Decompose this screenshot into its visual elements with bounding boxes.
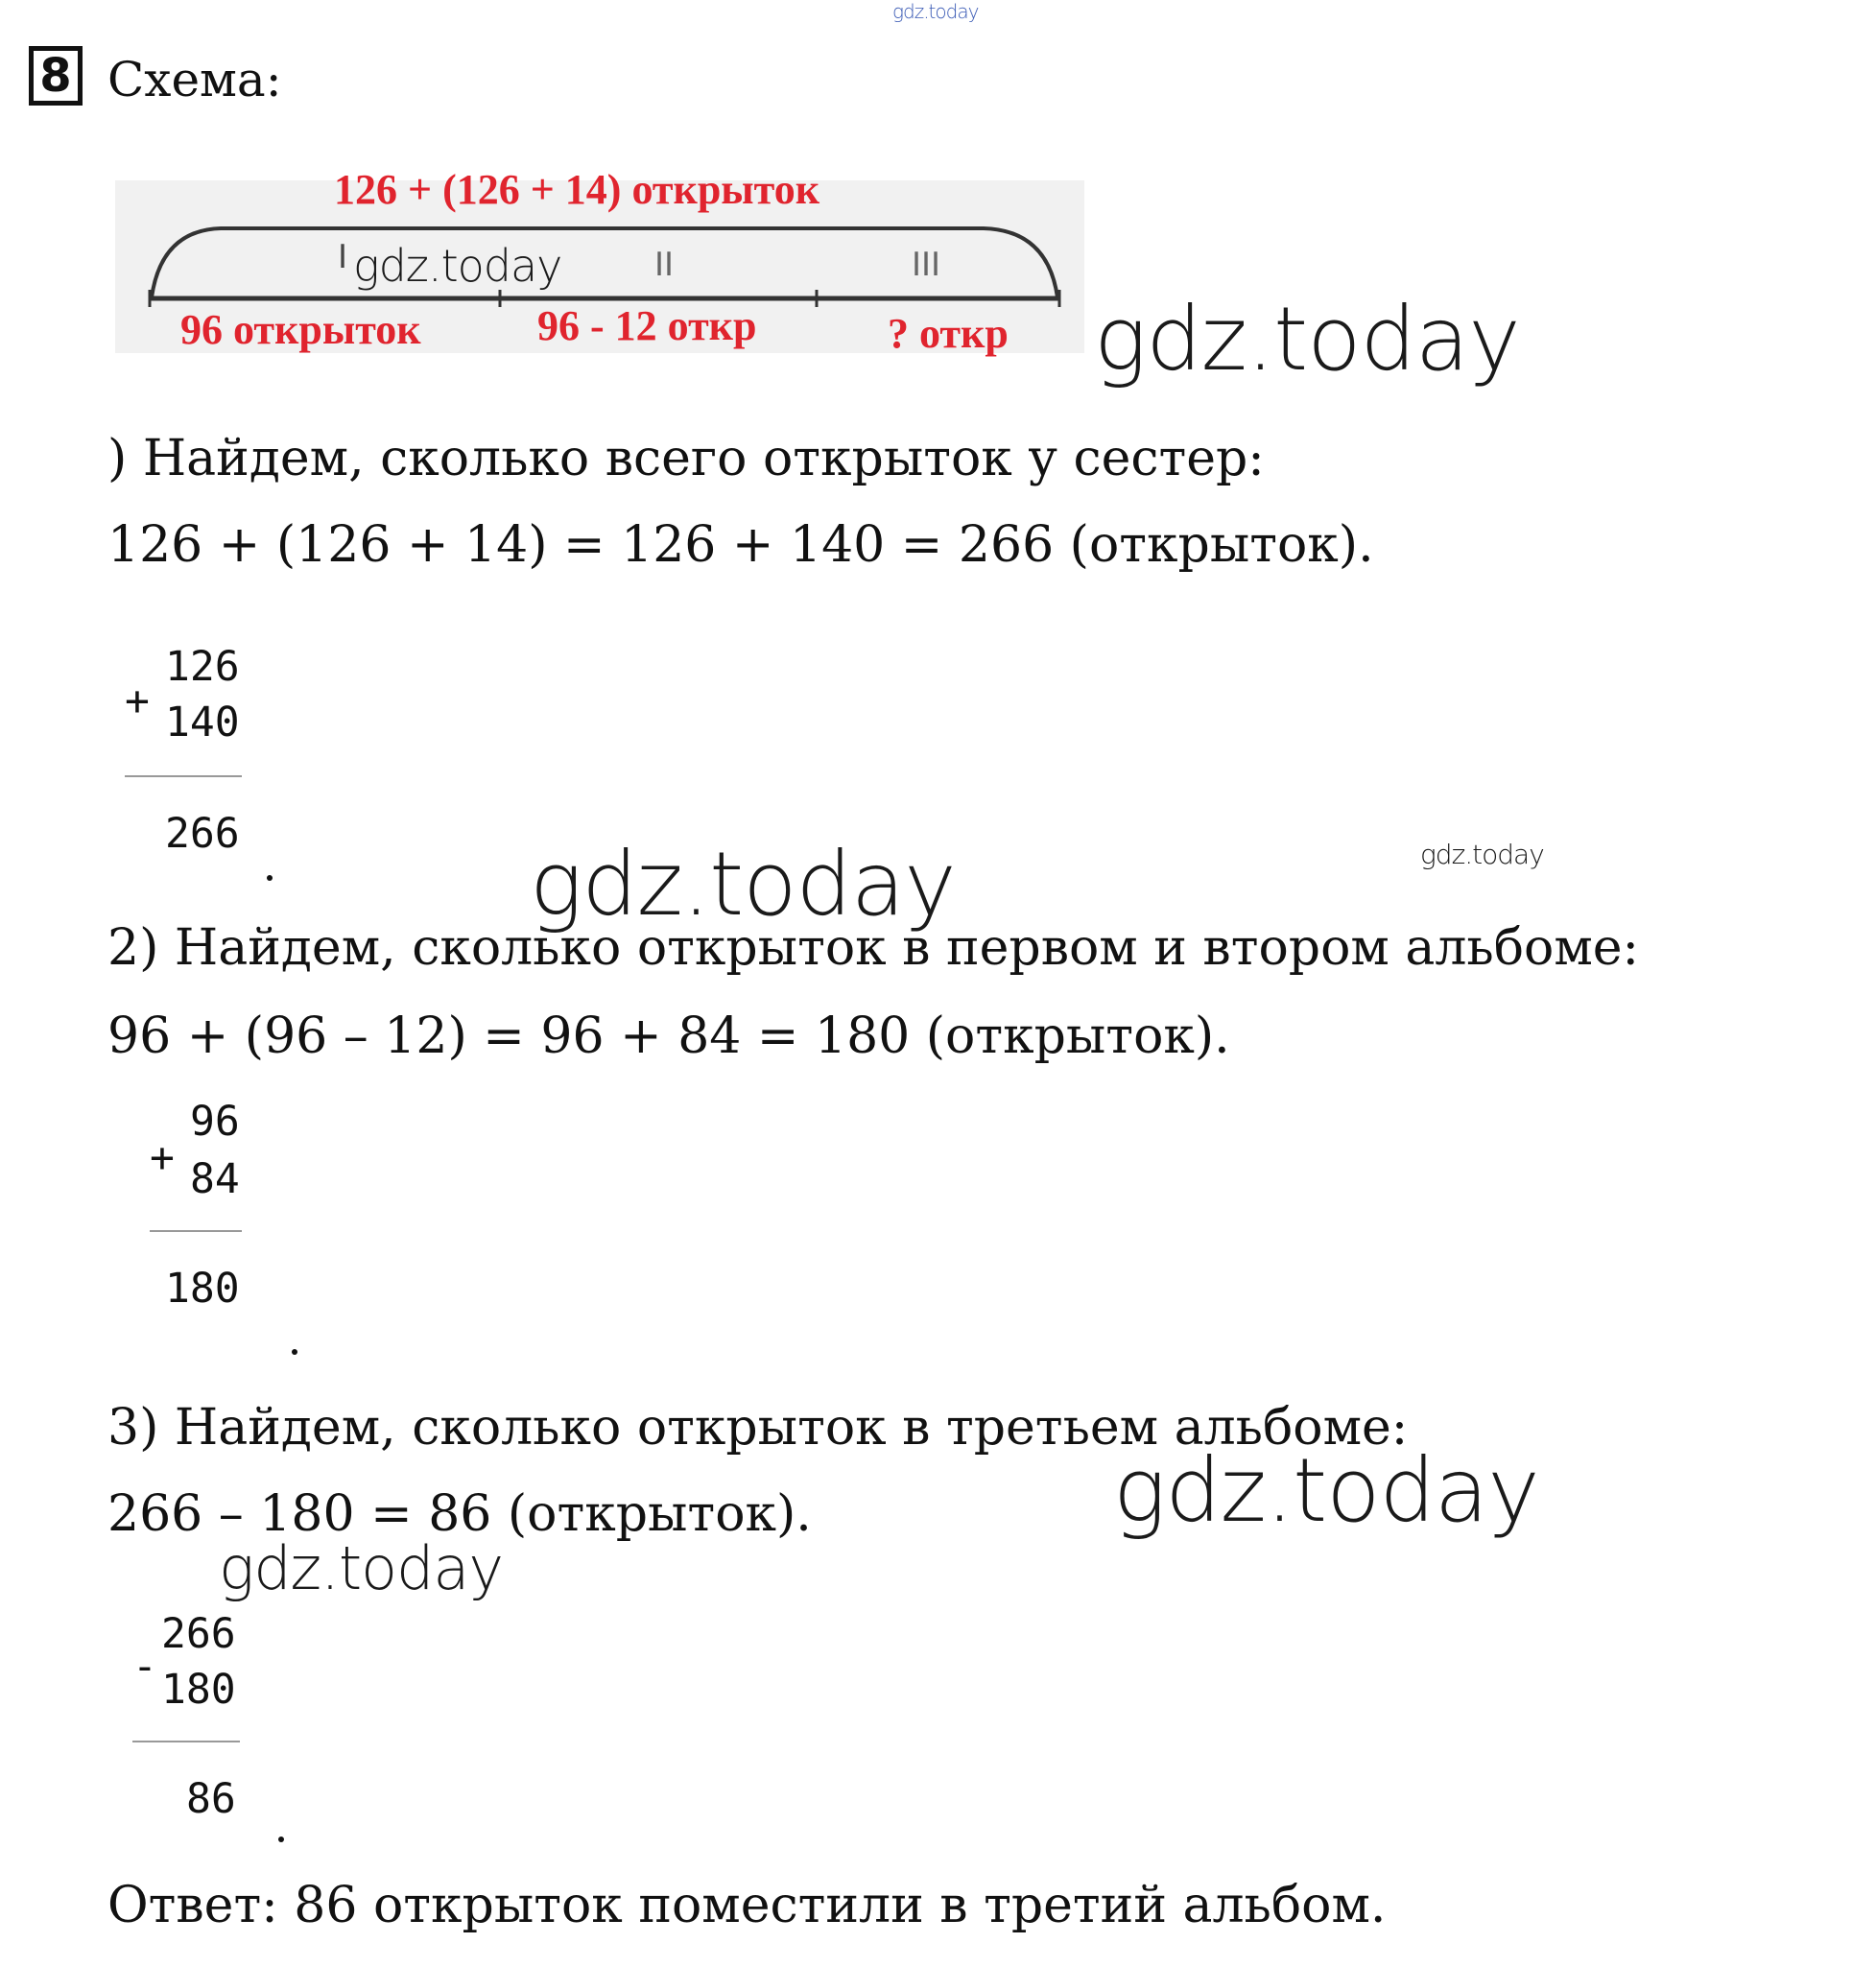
- dot: [267, 875, 273, 881]
- column-result: 180: [165, 1265, 240, 1313]
- watermark-scheme: gdz.today: [353, 240, 562, 292]
- watermark-top: gdz.today: [892, 0, 979, 23]
- step2-heading: 2) Найдем, сколько открыток в первом и втором альбоме:: [107, 919, 1640, 977]
- step3-heading: 3) Найдем, сколько открыток в третьем альбоме:: [107, 1399, 1409, 1457]
- column-operator: -: [132, 1643, 157, 1691]
- step1-equation: 126 + (126 + 14) = 126 + 140 = 266 (открыток).: [107, 516, 1374, 574]
- segment-mark-1: I: [338, 238, 348, 276]
- scheme-top-label: 126 + (126 + 14) открыток: [334, 166, 820, 213]
- column-operator: +: [125, 677, 150, 725]
- task-number-box: [29, 46, 83, 106]
- column-result: 86: [186, 1775, 236, 1823]
- column-rule: [150, 1230, 242, 1232]
- column-operator: +: [150, 1134, 175, 1182]
- segment-mark-3: III: [912, 246, 941, 284]
- segment-label-1: 96 открыток: [180, 306, 421, 353]
- segment-label-2: 96 - 12 откр: [537, 302, 757, 349]
- segment-mark-2: II: [654, 246, 675, 284]
- column-result: 266: [165, 810, 240, 858]
- dot: [278, 1837, 284, 1842]
- step3-equation: 266 – 180 = 86 (открыток).: [107, 1485, 812, 1543]
- column-top: 126: [165, 643, 240, 691]
- task-number: 8: [39, 49, 72, 103]
- column-top: 96: [190, 1098, 240, 1146]
- watermark-3: gdz.today: [1113, 1439, 1539, 1542]
- column-top: 266: [161, 1610, 236, 1658]
- step1-heading: ) Найдем, сколько всего открыток у сестер:: [107, 430, 1265, 487]
- column-bottom: 180: [161, 1666, 236, 1714]
- watermark-small: gdz.today: [1420, 839, 1544, 870]
- scheme-title: Схема:: [107, 52, 282, 107]
- column-bottom: 84: [190, 1155, 240, 1203]
- column-rule: [125, 775, 242, 777]
- watermark-2: gdz.today: [530, 833, 956, 936]
- watermark-4: gdz.today: [219, 1533, 504, 1603]
- step2-equation: 96 + (96 – 12) = 96 + 84 = 180 (открыток).: [107, 1007, 1230, 1065]
- column-bottom: 140: [165, 699, 240, 747]
- column-rule: [132, 1741, 240, 1742]
- dot: [292, 1349, 297, 1355]
- answer: Ответ: 86 открыток поместили в третий альбом.: [107, 1877, 1387, 1934]
- segment-label-3: ? откр: [888, 310, 1009, 357]
- watermark-1: gdz.today: [1094, 288, 1520, 391]
